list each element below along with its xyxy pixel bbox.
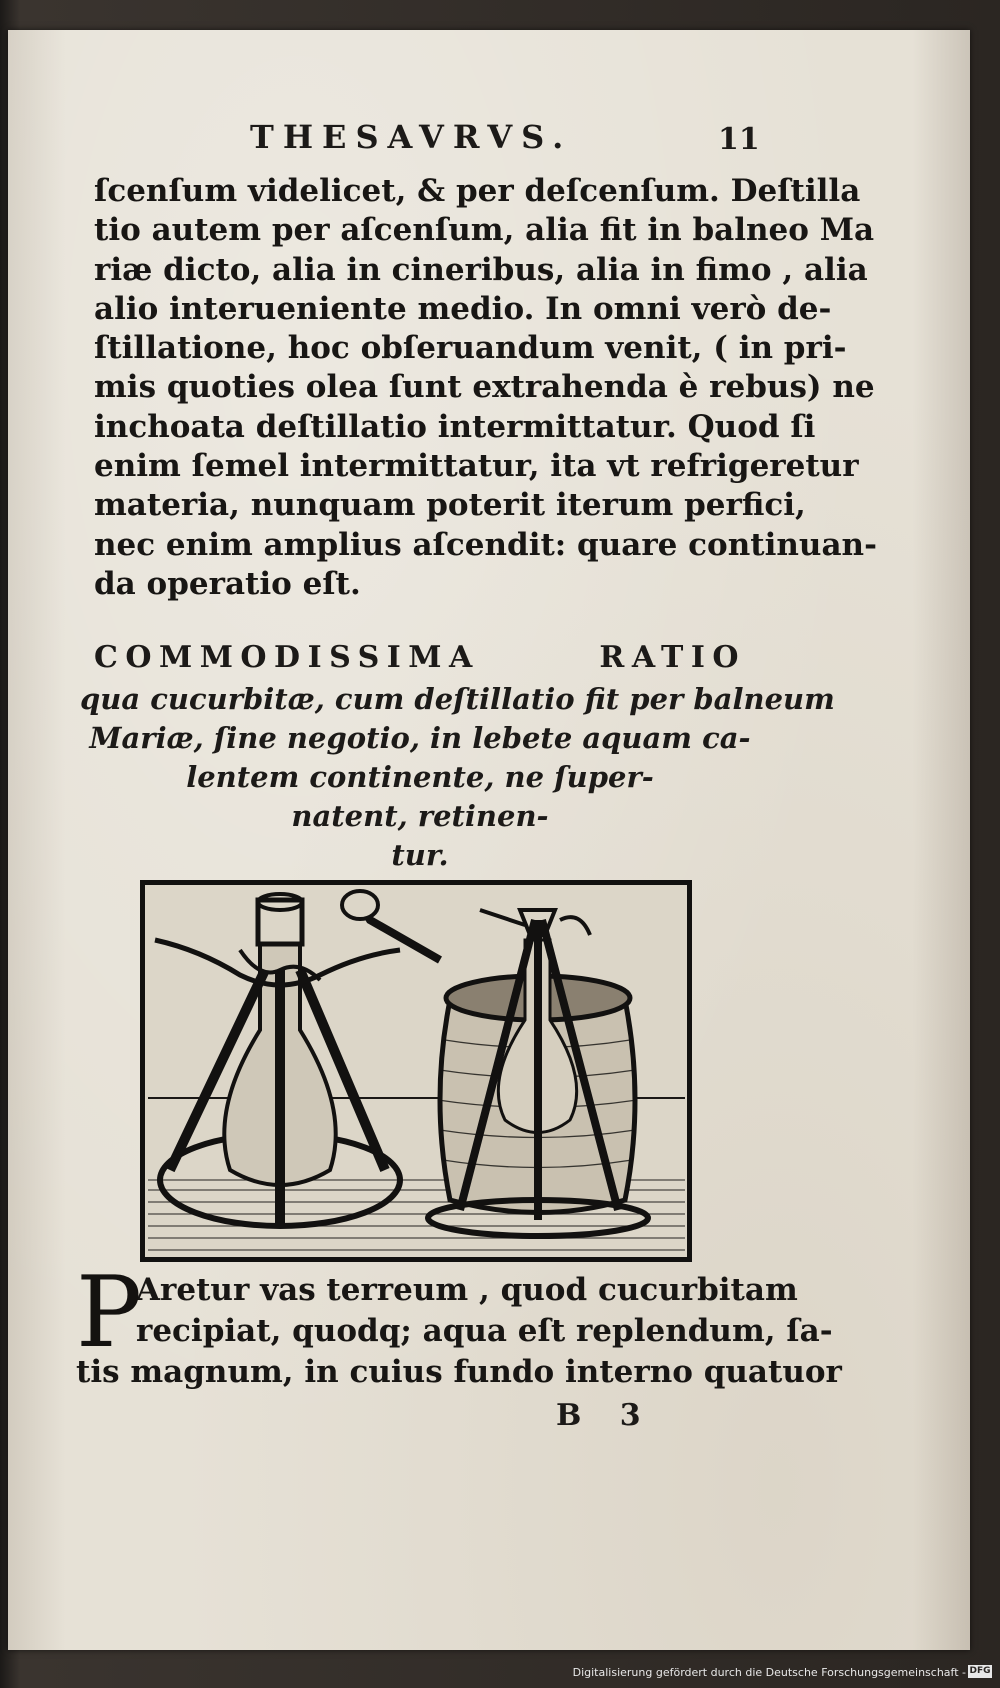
second-paragraph [76, 1256, 842, 1393]
text-line: riæ dicto, alia in cineribus, alia in fimo , alia [94, 251, 868, 288]
text-line: alio interueniente medio. In omni verò de- [94, 290, 832, 327]
dfg-logo-icon: DFG [969, 1666, 991, 1676]
subheading-line: lentem continente, ne ſuper- [186, 760, 654, 794]
section-subheading [80, 680, 835, 875]
text-line: tio autem per aſcenſum, alia fit in balneo Ma [94, 212, 875, 249]
text-line: recipiat, quodq; aqua eſt replendum, ſa- [136, 1313, 833, 1349]
subheading-line: tur. [391, 838, 449, 872]
folio-number: 11 [718, 122, 760, 157]
text-line: da operatio eſt. [94, 565, 361, 602]
text-line: nec enim amplius aſcendit: quare continuan- [94, 526, 877, 563]
running-head: THESAVRVS. [250, 118, 573, 156]
text-line: mis quoties olea ſunt extrahenda è rebus) ne [94, 369, 875, 406]
text-line: Aretur vas terreum , quod cucurbitam [136, 1272, 798, 1308]
subheading-line: natent, retinen- [291, 799, 549, 833]
subheading-line: qua cucurbitæ, cum deſtillatio fit per balneum [80, 682, 835, 716]
signature-mark: B 3 [556, 1398, 655, 1433]
subheading-line: Mariæ, ſine negotio, in lebete aquam ca- [89, 721, 751, 755]
digitization-credit: Digitalisierung gefördert durch die Deutsche Forschungsgemeinschaft - [572, 1666, 966, 1679]
text-line: inchoata deſtillatio intermittatur. Quod ſi [94, 408, 816, 445]
drop-cap: P [76, 1256, 142, 1370]
text-line: ſcenſum videlicet, & per deſcenſum. Deſtilla [94, 173, 861, 209]
text-line: enim ſemel intermittatur, ita vt refrigeretur [94, 448, 859, 485]
woodcut-illustration [140, 880, 692, 1262]
text-line: materia, nunquam poterit iterum perfici, [94, 487, 806, 524]
text-line: tis magnum, in cuius fundo interno quatuor [76, 1354, 842, 1390]
section-heading: COMMODISSIMA RATIO [94, 640, 746, 675]
body-paragraph [94, 172, 877, 604]
text-line: ſtillatione, hoc obſeruandum venit, ( in pri- [94, 330, 847, 367]
